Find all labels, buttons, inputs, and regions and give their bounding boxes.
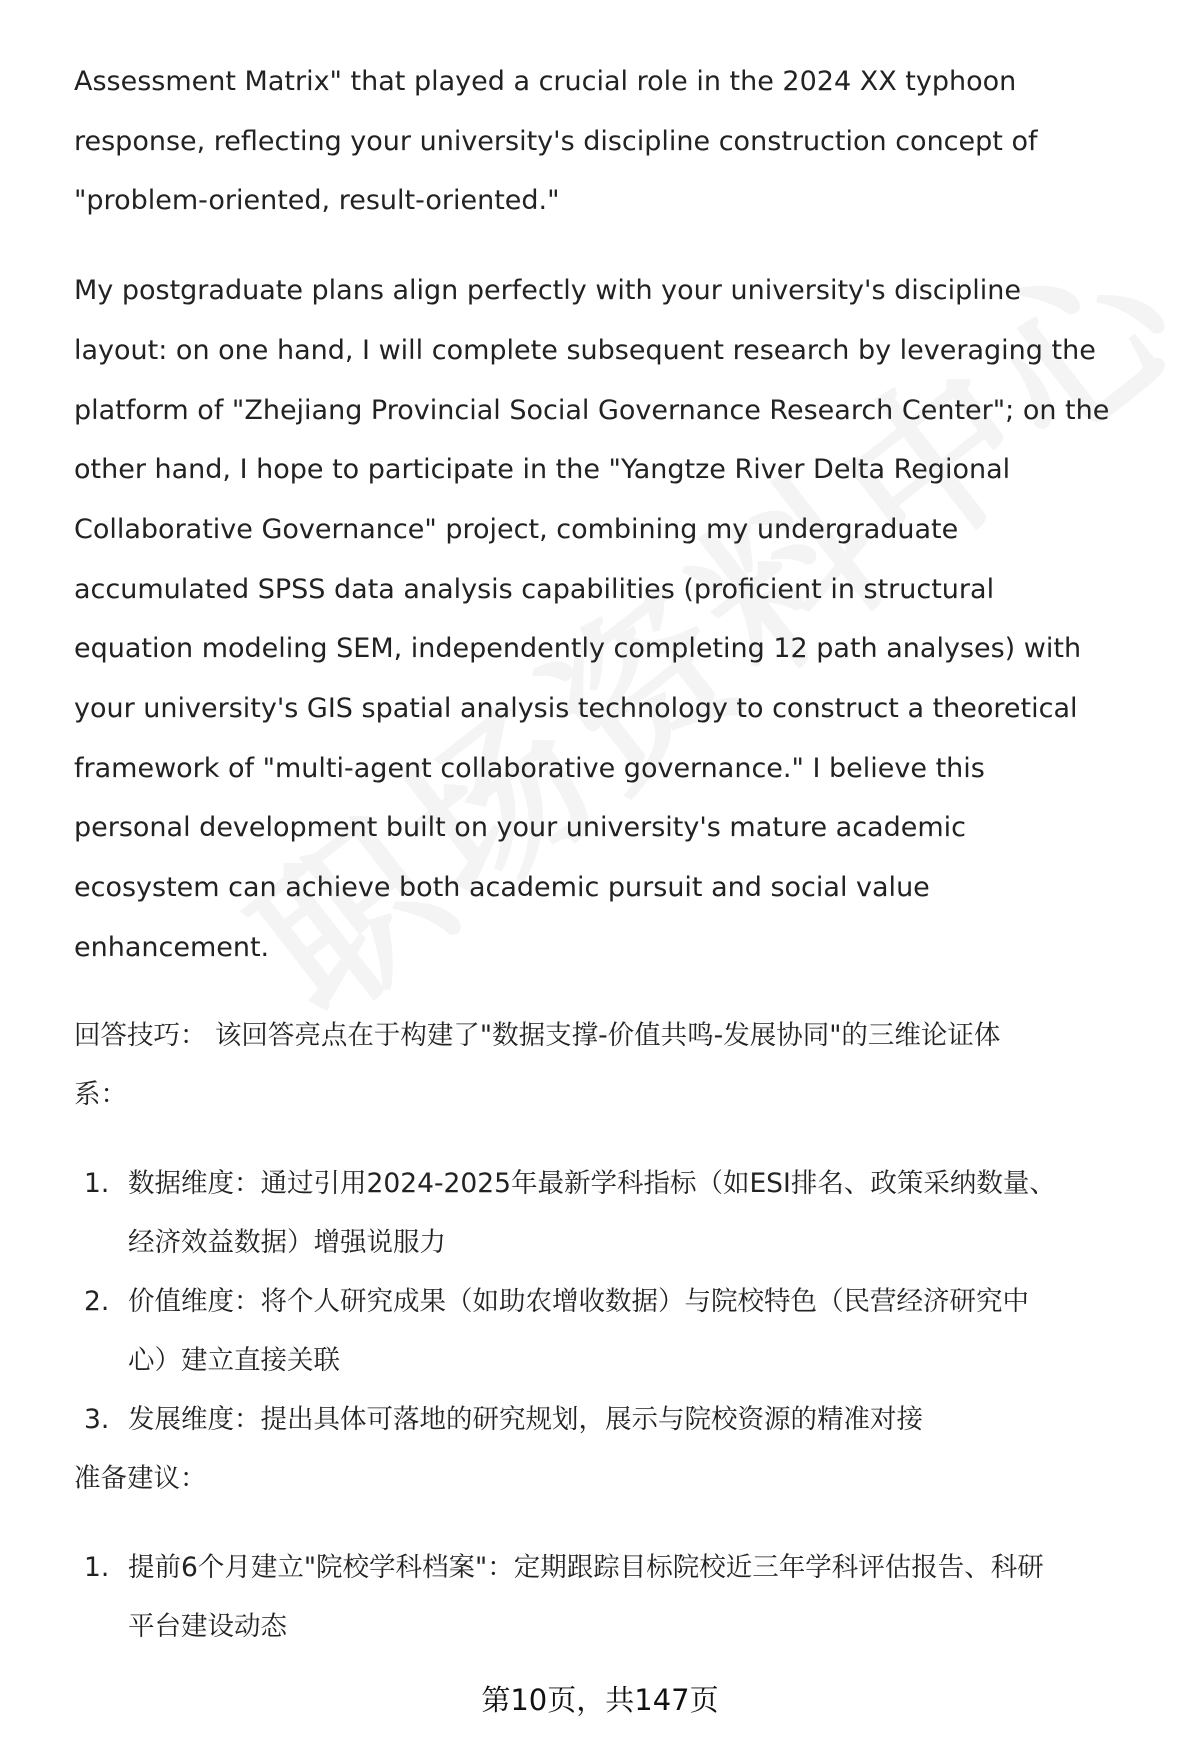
list-number: 2. [84, 1285, 110, 1317]
paragraph-line: platform of "Zhejiang Provincial Social Governance Research Center"; on the [74, 394, 1110, 426]
list-number: 1. [84, 1167, 110, 1199]
list-item-line: 价值维度：将个人研究成果（如助农增收数据）与院校特色（民营经济研究中 [128, 1285, 1029, 1317]
list-item-line: 提前6个月建立"院校学科档案"：定期跟踪目标院校近三年学科评估报告、科研 [128, 1551, 1044, 1583]
paragraph-line: layout: on one hand, I will complete subsequent research by leveraging the [74, 334, 1096, 366]
paragraph-line: My postgraduate plans align perfectly with your university's discipline [74, 275, 1022, 307]
paragraph-line: response, reflecting your university's discipline construction concept of [74, 125, 1038, 157]
paragraph-line: other hand, I hope to participate in the "Yangtze River Delta Regional [74, 454, 1011, 486]
paragraph-line: enhancement. [74, 931, 270, 963]
prep-list [74, 1538, 1164, 1656]
page-content [74, 52, 1164, 1656]
list-item-line: 平台建设动态 [128, 1610, 287, 1642]
list-item-line: 经济效益数据）增强说服力 [128, 1226, 446, 1258]
list-item-line: 数据维度：通过引用2024-2025年最新学科指标（如ESI排名、政策采纳数量、 [128, 1167, 1056, 1199]
list-number: 1. [84, 1551, 110, 1583]
list-item [74, 1538, 1164, 1656]
tips-line: 回答技巧： 该回答亮点在于构建了"数据支撑-价值共鸣-发展协同"的三维论证体 [74, 1019, 1001, 1051]
paragraph-line: framework of "multi-agent collaborative governance." I believe this [74, 752, 985, 784]
list-item-line: 心）建立直接关联 [128, 1344, 340, 1376]
paragraph-line: personal development built on your university's mature academic [74, 812, 967, 844]
list-item [74, 1272, 1164, 1390]
paragraph-line: Assessment Matrix" that played a crucial role in the 2024 XX typhoon [74, 66, 1017, 97]
tips-line: 系： [74, 1078, 127, 1110]
paragraph-line: ecosystem can achieve both academic pursuit and social value [74, 872, 930, 904]
paragraph-line: Collaborative Governance" project, combining my undergraduate [74, 513, 959, 545]
answer-tips [74, 1006, 1164, 1124]
list-item [74, 1390, 1164, 1449]
list-item [74, 1154, 1164, 1272]
paragraph-line: equation modeling SEM, independently completing 12 path analyses) with [74, 633, 1082, 665]
prep-title: 准备建议： [74, 1462, 207, 1494]
tips-list [74, 1154, 1164, 1449]
list-number: 3. [84, 1403, 110, 1435]
paragraph-1 [74, 52, 1164, 231]
list-item-line: 发展维度：提出具体可落地的研究规划，展示与院校资源的精准对接 [128, 1403, 923, 1435]
paragraph-line: "problem-oriented, result-oriented." [74, 185, 560, 217]
paragraph-2 [74, 261, 1164, 977]
paragraph-line: your university's GIS spatial analysis technology to construct a theoretical [74, 693, 1078, 725]
paragraph-line: accumulated SPSS data analysis capabilities (proficient in structural [74, 573, 995, 605]
page-footer: 第10页，共147页 [481, 1683, 719, 1717]
